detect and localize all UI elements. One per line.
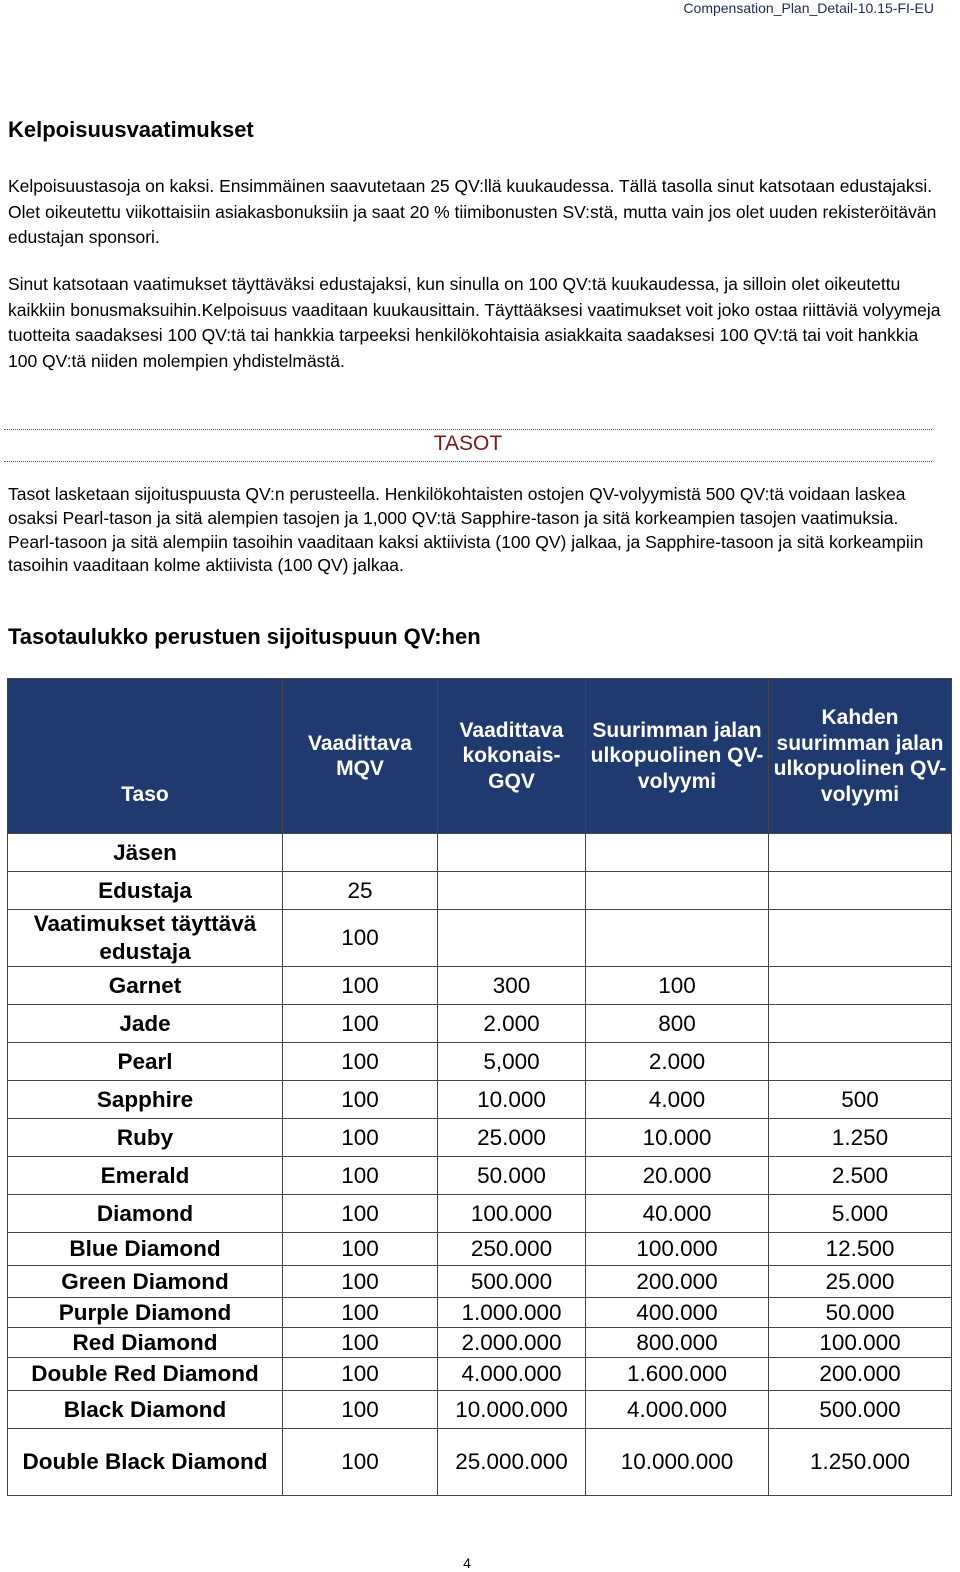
- table-cell-level: Emerald: [8, 1157, 283, 1195]
- table-cell-outside2: 100.000: [769, 1328, 952, 1358]
- table-cell-outside2: [769, 1005, 952, 1043]
- table-cell-mqv: 25: [283, 872, 438, 910]
- table-row: [8, 1119, 952, 1157]
- table-row: [8, 1233, 952, 1266]
- table-cell-gqv: 100.000: [438, 1195, 586, 1233]
- table-cell-level: Red Diamond: [8, 1328, 283, 1358]
- table-cell-outside2: 2.500: [769, 1157, 952, 1195]
- table-cell-mqv: 100: [283, 1119, 438, 1157]
- table-cell-outside1: 20.000: [586, 1157, 769, 1195]
- header-level: Taso: [8, 679, 283, 834]
- table-cell-mqv: 100: [283, 1391, 438, 1429]
- header-outside-two-largest-legs: Kahden suurimman jalan ulkopuolinen QV-volyymi: [769, 679, 952, 834]
- table-cell-outside2: [769, 834, 952, 872]
- table-cell-mqv: 100: [283, 1358, 438, 1391]
- table-cell-gqv: 25.000.000: [438, 1429, 586, 1496]
- table-cell-outside2: [769, 910, 952, 967]
- table-cell-outside1: 10.000.000: [586, 1429, 769, 1496]
- table-cell-outside1: 4.000: [586, 1081, 769, 1119]
- table-cell-outside1: 2.000: [586, 1043, 769, 1081]
- table-cell-level: Diamond: [8, 1195, 283, 1233]
- table-cell-gqv: [438, 834, 586, 872]
- table-cell-level: Garnet: [8, 967, 283, 1005]
- table-cell-level: Ruby: [8, 1119, 283, 1157]
- table-row: [8, 1429, 952, 1496]
- table-row: [8, 1391, 952, 1429]
- header-gqv: Vaadittava kokonais-GQV: [438, 679, 586, 834]
- table-cell-mqv: 100: [283, 1043, 438, 1081]
- table-cell-outside2: 1.250.000: [769, 1429, 952, 1496]
- table-cell-outside1: 100.000: [586, 1233, 769, 1266]
- header-mqv: Vaadittava MQV: [283, 679, 438, 834]
- table-cell-level: Black Diamond: [8, 1391, 283, 1429]
- levels-table-body: [8, 834, 952, 1496]
- table-cell-mqv: 100: [283, 1081, 438, 1119]
- running-header: Compensation_Plan_Detail-10.15-FI-EU: [683, 0, 934, 16]
- levels-section-title: TASOT: [433, 432, 503, 455]
- table-cell-outside1: [586, 910, 769, 967]
- table-cell-outside2: [769, 967, 952, 1005]
- table-heading: Tasotaulukko perustuen sijoituspuun QV:hen: [8, 624, 481, 649]
- levels-table: [7, 678, 952, 1496]
- table-cell-mqv: 100: [283, 1005, 438, 1043]
- table-cell-outside1: 40.000: [586, 1195, 769, 1233]
- table-cell-gqv: 1.000.000: [438, 1298, 586, 1328]
- table-row: [8, 1157, 952, 1195]
- table-cell-level: Blue Diamond: [8, 1233, 283, 1266]
- table-cell-gqv: 10.000: [438, 1081, 586, 1119]
- table-cell-outside1: [586, 834, 769, 872]
- table-cell-gqv: 10.000.000: [438, 1391, 586, 1429]
- table-cell-mqv: 100: [283, 1298, 438, 1328]
- table-row: [8, 834, 952, 872]
- table-cell-level: Pearl: [8, 1043, 283, 1081]
- table-cell-mqv: 100: [283, 1266, 438, 1298]
- table-cell-gqv: 50.000: [438, 1157, 586, 1195]
- table-cell-mqv: 100: [283, 967, 438, 1005]
- page-number: 4: [463, 1555, 471, 1571]
- eligibility-paragraph-2: Sinut katsotaan vaatimukset täyttäväksi edustajaksi, kun sinulla on 100 QV:tä kuukaudessa, ja silloin olet oikeutettu kaikkiin bonusmaksuihin.Kelpoisuus vaaditaan kuukausittain. Täyttääksesi vaatimukset voit joko ostaa riittäviä volyymeja tuotteita saadaksesi 100 QV:tä tai hankkia tarpeeksi henkilökohtaisia asiakkaita saadaksesi 100 QV:tä tai voit hankkia 100 QV:tä niiden molempien yhdistelmästä.: [8, 274, 941, 371]
- table-cell-mqv: 100: [283, 1233, 438, 1266]
- table-row: [8, 872, 952, 910]
- table-cell-outside1: 400.000: [586, 1298, 769, 1328]
- table-cell-gqv: 2.000: [438, 1005, 586, 1043]
- table-cell-level: Jade: [8, 1005, 283, 1043]
- table-cell-mqv: 100: [283, 1157, 438, 1195]
- table-cell-gqv: 2.000.000: [438, 1328, 586, 1358]
- table-row: [8, 1266, 952, 1298]
- table-cell-level: Double Red Diamond: [8, 1358, 283, 1391]
- table-cell-level: Green Diamond: [8, 1266, 283, 1298]
- table-cell-mqv: 100: [283, 1429, 438, 1496]
- table-cell-mqv: 100: [283, 1195, 438, 1233]
- table-cell-outside2: [769, 872, 952, 910]
- table-row: [8, 1043, 952, 1081]
- table-row: [8, 1328, 952, 1358]
- table-cell-level: Purple Diamond: [8, 1298, 283, 1328]
- table-cell-level: Jäsen: [8, 834, 283, 872]
- table-cell-outside1: 800: [586, 1005, 769, 1043]
- table-row: [8, 910, 952, 967]
- table-cell-outside2: 5.000: [769, 1195, 952, 1233]
- levels-paragraph: Tasot lasketaan sijoituspuusta QV:n perusteella. Henkilökohtaisten ostojen QV-volyymistä 500 QV:tä voidaan laskea osaksi Pearl-tason ja sitä alempien tasojen ja 1,000 QV:tä Sapphire-tason ja sitä korkeampien tasojen vaatimuksia. Pearl-tasoon ja sitä alempiin tasoihin vaaditaan kaksi aktiivista (100 QV) jalkaa, ja Sapphire-tasoon ja sitä korkeampiin tasoihin vaaditaan kolme aktiivista (100 QV) jalkaa.: [8, 484, 924, 576]
- table-cell-gqv: 500.000: [438, 1266, 586, 1298]
- table-header-row: [8, 679, 952, 834]
- table-cell-outside1: 4.000.000: [586, 1391, 769, 1429]
- table-row: [8, 1298, 952, 1328]
- table-row: [8, 1358, 952, 1391]
- table-cell-outside2: 50.000: [769, 1298, 952, 1328]
- table-cell-level: Edustaja: [8, 872, 283, 910]
- table-cell-gqv: 4.000.000: [438, 1358, 586, 1391]
- table-cell-gqv: [438, 910, 586, 967]
- table-cell-outside2: 12.500: [769, 1233, 952, 1266]
- table-cell-outside1: 1.600.000: [586, 1358, 769, 1391]
- section-divider-bottom: [4, 461, 932, 462]
- table-cell-outside2: 500.000: [769, 1391, 952, 1429]
- table-row: [8, 1005, 952, 1043]
- table-cell-gqv: 250.000: [438, 1233, 586, 1266]
- table-row: [8, 1081, 952, 1119]
- table-cell-gqv: 25.000: [438, 1119, 586, 1157]
- eligibility-paragraph-1: Kelpoisuustasoja on kaksi. Ensimmäinen saavutetaan 25 QV:llä kuukaudessa. Tällä tasolla sinut katsotaan edustajaksi. Olet oikeutettu viikottaisiin asiakasbonuksiin ja saat 20 % tiimibonusten SV:stä, mutta vain jos olet uuden rekisteröitävän edustajan sponsori.: [8, 176, 937, 247]
- table-row: [8, 967, 952, 1005]
- table-cell-gqv: [438, 872, 586, 910]
- table-cell-outside1: 800.000: [586, 1328, 769, 1358]
- table-cell-outside2: 500: [769, 1081, 952, 1119]
- table-cell-gqv: 300: [438, 967, 586, 1005]
- table-cell-outside1: 200.000: [586, 1266, 769, 1298]
- table-cell-gqv: 5,000: [438, 1043, 586, 1081]
- header-outside-largest-leg: Suurimman jalan ulkopuolinen QV-volyymi: [586, 679, 769, 834]
- table-cell-outside2: [769, 1043, 952, 1081]
- table-cell-level: Vaatimukset täyttävä edustaja: [8, 910, 283, 967]
- table-cell-outside2: 25.000: [769, 1266, 952, 1298]
- table-cell-level: Double Black Diamond: [8, 1429, 283, 1496]
- table-cell-outside1: [586, 872, 769, 910]
- table-row: [8, 1195, 952, 1233]
- table-cell-outside2: 1.250: [769, 1119, 952, 1157]
- table-cell-outside1: 100: [586, 967, 769, 1005]
- table-cell-outside1: 10.000: [586, 1119, 769, 1157]
- table-cell-mqv: 100: [283, 1328, 438, 1358]
- section-divider-top: [4, 429, 932, 430]
- table-cell-mqv: [283, 834, 438, 872]
- table-cell-level: Sapphire: [8, 1081, 283, 1119]
- table-cell-mqv: 100: [283, 910, 438, 967]
- table-cell-outside2: 200.000: [769, 1358, 952, 1391]
- eligibility-heading: Kelpoisuusvaatimukset: [8, 117, 254, 142]
